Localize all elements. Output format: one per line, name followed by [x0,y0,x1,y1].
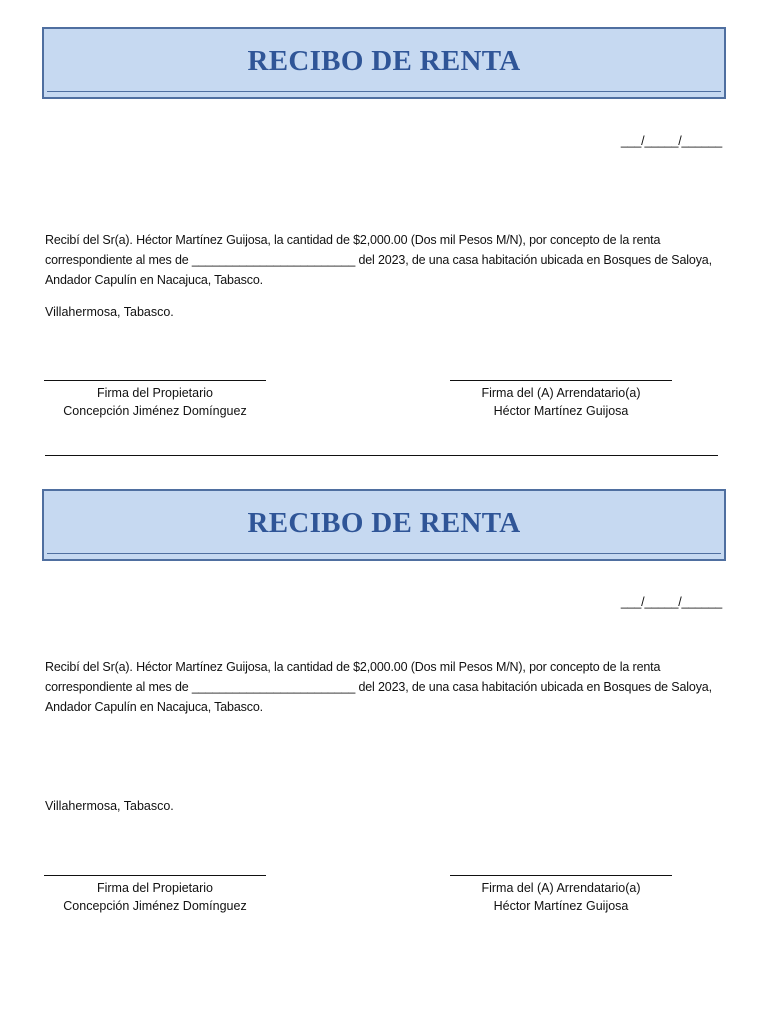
owner-signature-line [44,380,266,381]
tenant-name: Héctor Martínez Guijosa [493,404,629,418]
banner-underline [47,553,721,554]
tenant-signature-label: Firma del (A) Arrendatario(a) [481,881,641,895]
place-line: Villahermosa, Tabasco. [45,305,174,319]
tenant-signature-block [450,380,672,420]
owner-name: Concepción Jiménez Domínguez [63,404,247,418]
tenant-signature-label: Firma del (A) Arrendatario(a) [481,386,641,400]
receipt-title-banner [42,27,726,99]
place-line: Villahermosa, Tabasco. [45,799,174,813]
date-blank: ___/_____/______ [620,134,722,148]
cut-separator-line [45,455,718,456]
tenant-signature-block [450,875,672,915]
receipt-title-banner [42,489,726,561]
owner-signature-block [44,875,266,915]
owner-signature-label: Firma del Propietario [96,386,213,400]
owner-name: Concepción Jiménez Domínguez [63,899,247,913]
owner-signature-label: Firma del Propietario [96,881,213,895]
banner-underline [47,91,721,92]
date-blank: ___/_____/______ [620,595,722,609]
tenant-signature-line [450,875,672,876]
owner-signature-line [44,875,266,876]
receipt-title: RECIBO DE RENTA [247,507,521,539]
receipt-title: RECIBO DE RENTA [247,45,521,77]
receipt-paragraph: Recibí del Sr(a). Héctor Martínez Guijosa, la cantidad de $2,000.00 (Dos mil Pesos M/N), por concepto de la renta correspondiente al mes de ________________________ del 2023, de una casa habitación ubicada en Bosques de Saloya, Andador Capulín en Nacajuca, Tabasco. [45,660,712,714]
owner-signature-block [44,380,266,420]
tenant-signature-line [450,380,672,381]
tenant-name: Héctor Martínez Guijosa [493,899,629,913]
receipt-paragraph: Recibí del Sr(a). Héctor Martínez Guijosa, la cantidad de $2,000.00 (Dos mil Pesos M/N), por concepto de la renta correspondiente al mes de ________________________ del 2023, de una casa habitación ubicada en Bosques de Saloya, Andador Capulín en Nacajuca, Tabasco. [45,233,712,287]
